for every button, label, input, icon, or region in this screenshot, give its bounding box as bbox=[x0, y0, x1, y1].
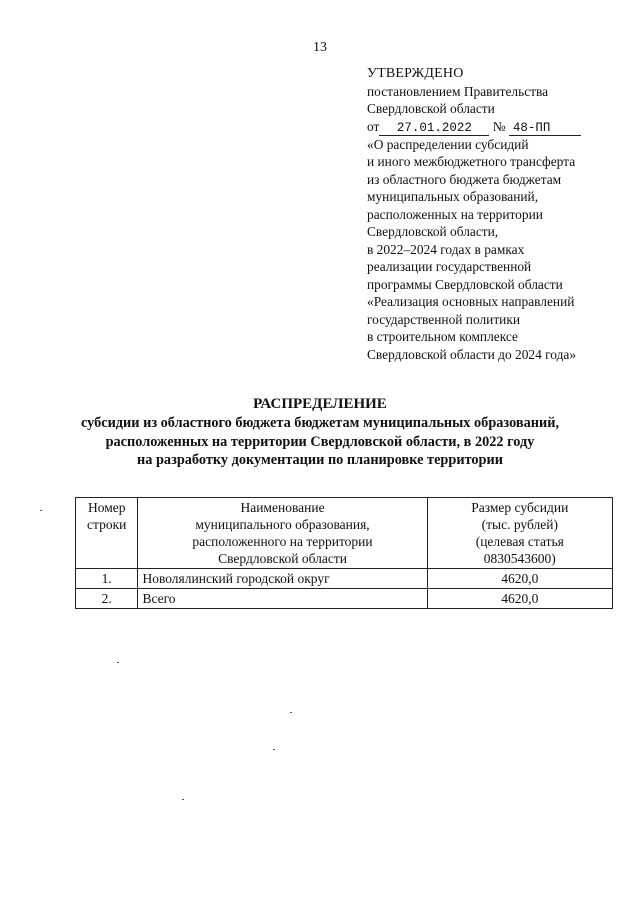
header-subsidy-amount bbox=[427, 498, 612, 569]
header-text: (целевая статья bbox=[475, 534, 564, 549]
row-number: 1. bbox=[76, 569, 138, 589]
header-text: расположенного на территории bbox=[192, 534, 373, 549]
header-text: Размер субсидии bbox=[471, 500, 569, 515]
approval-stamp bbox=[367, 65, 629, 363]
approval-text-line: и иного межбюджетного трансферта bbox=[367, 154, 576, 169]
title-line: на разработку документации по планировке территории bbox=[137, 452, 503, 468]
approval-number: 48-ПП bbox=[509, 121, 581, 136]
approval-line-1: постановлением Правительства bbox=[367, 83, 549, 99]
approval-date-line bbox=[367, 118, 629, 136]
approval-text-line: из областного бюджета бюджетам bbox=[367, 171, 562, 187]
table-header-row bbox=[76, 498, 613, 569]
subsidy-amount: 4620,0 bbox=[427, 569, 612, 589]
header-text: Наименование bbox=[240, 500, 325, 515]
approval-text-line: государственной политики bbox=[367, 311, 521, 327]
approval-text-line: программы Свердловской области bbox=[367, 276, 563, 292]
scan-speck bbox=[40, 510, 42, 511]
scan-speck bbox=[273, 749, 275, 750]
table-row-total bbox=[76, 589, 613, 609]
page-number: 13 bbox=[313, 40, 327, 55]
approval-text-line: Свердловской области, bbox=[367, 224, 499, 239]
approval-text-line: Свердловской области до 2024 года» bbox=[367, 346, 577, 362]
date-prefix: от bbox=[367, 118, 380, 134]
scan-speck bbox=[290, 712, 292, 713]
header-text: строки bbox=[87, 517, 127, 532]
approval-text-line: реализации государственной bbox=[367, 259, 532, 274]
title-line: субсидии из областного бюджета бюджетам муниципальных образований, bbox=[80, 415, 560, 431]
approval-line-2: Свердловской области bbox=[367, 101, 495, 116]
approval-text-line: муниципальных образований, bbox=[367, 189, 539, 204]
total-label: Всего bbox=[138, 589, 427, 609]
header-text: (тыс. рублей) bbox=[481, 517, 558, 532]
header-text: 0830543600) bbox=[483, 551, 556, 566]
table-row bbox=[76, 569, 613, 589]
document-title bbox=[40, 395, 600, 470]
total-amount: 4620,0 bbox=[427, 589, 612, 609]
scan-speck bbox=[182, 799, 184, 800]
number-prefix: № bbox=[492, 118, 506, 134]
header-text: муниципального образования, bbox=[195, 517, 370, 532]
header-text: Свердловской области bbox=[218, 551, 347, 566]
scan-speck bbox=[117, 662, 119, 663]
approval-text-line: «Реализация основных направлений bbox=[367, 294, 575, 309]
title-main: РАСПРЕДЕЛЕНИЕ bbox=[253, 396, 387, 412]
approval-text-line: в строительном комплексе bbox=[367, 329, 518, 344]
row-number: 2. bbox=[76, 589, 138, 609]
approval-text-line: расположенных на территории bbox=[367, 206, 543, 222]
approval-text-line: в 2022–2024 годах в рамках bbox=[367, 241, 525, 257]
approval-date: 27.01.2022 bbox=[379, 121, 489, 136]
header-municipality bbox=[138, 498, 427, 569]
title-line: расположенных на территории Свердловской области, в 2022 году bbox=[105, 433, 535, 450]
distribution-table bbox=[75, 497, 613, 609]
approval-text-line: «О распределении субсидий bbox=[367, 136, 529, 152]
approval-heading: УТВЕРЖДЕНО bbox=[367, 66, 464, 81]
municipality-name: Новолялинский городской округ bbox=[138, 569, 427, 589]
header-text: Номер bbox=[87, 500, 126, 515]
header-row-number bbox=[76, 498, 138, 569]
